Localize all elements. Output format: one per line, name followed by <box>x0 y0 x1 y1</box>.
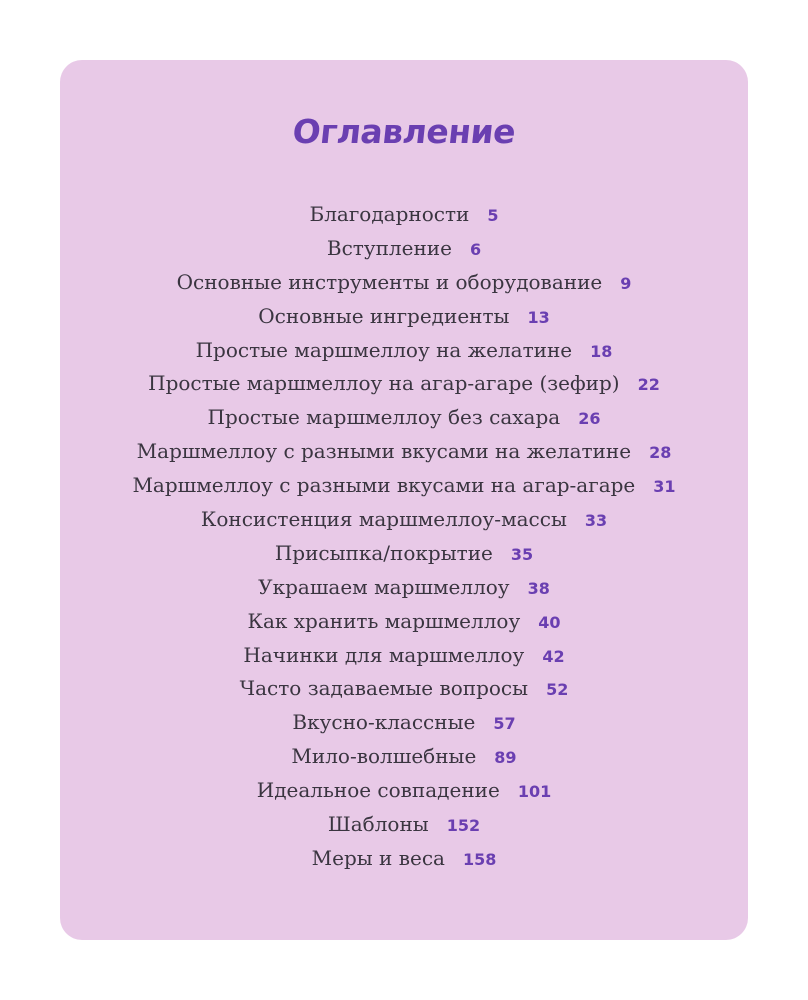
toc-entry-label: Как хранить маршмеллоу <box>247 608 521 633</box>
toc-entry-label: Основные ингредиенты <box>258 303 510 328</box>
toc-entry[interactable] <box>0 469 808 503</box>
toc-entry-label: Основные инструменты и оборудование <box>176 269 603 294</box>
toc-entry[interactable] <box>0 401 808 435</box>
toc-entry[interactable] <box>0 334 808 368</box>
toc-entry-page: 28 <box>649 443 672 463</box>
toc-entry[interactable] <box>0 367 808 401</box>
toc-entry-page: 33 <box>584 511 608 531</box>
toc-entry[interactable] <box>0 232 808 266</box>
toc-entry[interactable] <box>0 537 808 571</box>
toc-entry-label: Шаблоны <box>327 812 429 837</box>
toc-entry-page: 31 <box>653 477 676 497</box>
toc-entry[interactable] <box>0 774 808 808</box>
toc-entry-page: 158 <box>462 849 497 869</box>
table-of-contents <box>0 198 808 876</box>
toc-entry[interactable] <box>0 435 808 469</box>
toc-entry-label: Простые маршмеллоу без сахара <box>207 405 561 430</box>
toc-entry-page: 89 <box>494 748 517 768</box>
toc-entry-label: Присыпка/покрытие <box>274 540 493 565</box>
toc-entry-label: Часто задаваемые вопросы <box>239 676 529 701</box>
toc-entry-page: 6 <box>469 239 482 259</box>
toc-entry[interactable] <box>0 266 808 300</box>
toc-entry-label: Простые маршмеллоу на агар-агаре (зефир) <box>148 371 620 396</box>
toc-entry-page: 101 <box>517 782 552 802</box>
toc-entry-label: Меры и веса <box>311 845 445 870</box>
toc-entry-label: Украшаем маршмеллоу <box>258 574 510 599</box>
toc-entry-page: 42 <box>542 646 565 666</box>
toc-entry[interactable] <box>0 605 808 639</box>
toc-entry[interactable] <box>0 198 808 232</box>
toc-entry-page: 5 <box>487 206 499 225</box>
toc-entry-label: Маршмеллоу с разными вкусами на агар-агаре <box>132 473 636 498</box>
toc-entry-label: Консистенция маршмеллоу-массы <box>200 507 567 532</box>
toc-entry[interactable] <box>0 639 808 673</box>
toc-entry-label: Простые маршмеллоу на желатине <box>195 337 573 362</box>
toc-entry-page: 22 <box>637 375 660 395</box>
toc-entry-page: 9 <box>620 273 632 293</box>
toc-entry[interactable] <box>0 706 808 740</box>
toc-entry-label: Мило-волшебные <box>291 744 477 769</box>
toc-entry-page: 40 <box>538 612 561 632</box>
toc-entry-label: Вкусно-классные <box>292 710 476 735</box>
toc-entry-label: Вступление <box>326 235 452 260</box>
toc-entry-page: 52 <box>546 680 569 700</box>
toc-entry[interactable] <box>0 300 808 334</box>
toc-entry-label: Идеальное совпадение <box>256 778 500 803</box>
toc-entry-label: Начинки для маршмеллоу <box>243 642 525 667</box>
toc-entry-label: Благодарности <box>309 202 470 226</box>
toc-entry[interactable] <box>0 740 808 774</box>
toc-entry-page: 26 <box>578 409 601 429</box>
toc-entry-label: Маршмеллоу с разными вкусами на желатине <box>136 439 632 464</box>
toc-entry[interactable] <box>0 571 808 605</box>
toc-entry[interactable] <box>0 808 808 842</box>
toc-entry-page: 35 <box>510 544 534 564</box>
toc-entry-page: 18 <box>590 341 613 361</box>
toc-entry[interactable] <box>0 503 808 537</box>
toc-entry-page: 57 <box>493 714 516 734</box>
toc-entry-page: 38 <box>527 578 550 598</box>
toc-entry[interactable] <box>0 842 808 876</box>
toc-entry[interactable] <box>0 672 808 706</box>
page-title: Оглавление <box>290 112 518 151</box>
toc-entry-page: 13 <box>527 307 550 327</box>
toc-entry-page: 152 <box>446 816 481 836</box>
